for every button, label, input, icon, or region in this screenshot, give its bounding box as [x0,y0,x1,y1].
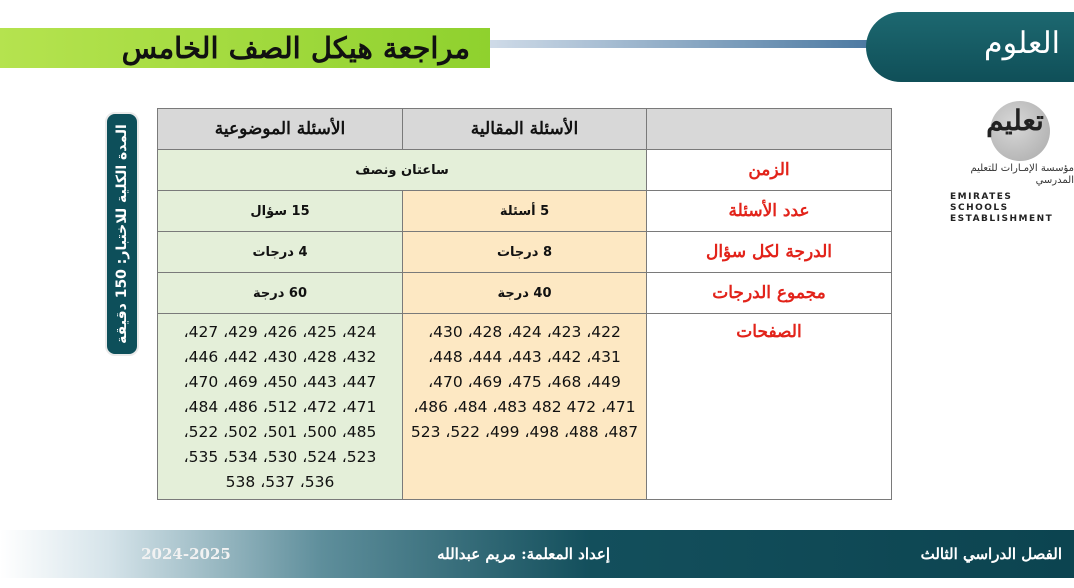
mark-per-question-objective: 4 درجات [158,232,403,273]
total-marks-essay: 40 درجة [403,273,647,314]
table-row-time [158,150,892,191]
total-marks-objective: 60 درجة [158,273,403,314]
footer-term: الفصل الدراسي الثالث [920,545,1062,563]
table-row [158,273,892,314]
subject-title: العلوم [984,26,1060,61]
header-essay: الأسئلة المقالية [403,109,647,150]
exam-duration-badge [105,112,139,356]
mark-per-question-label: الدرجة لكل سؤال [647,232,892,273]
time-label: الزمن [647,150,892,191]
table-header-row [158,109,892,150]
pages-label: الصفحات [647,314,892,500]
logo-english-name [950,192,1074,225]
total-marks-label: مجموع الدرجات [647,273,892,314]
header-objective: الأسئلة الموضوعية [158,109,403,150]
time-value: ساعتان ونصف [158,150,647,191]
logo-english-line2: ESTABLISHMENT [950,214,1054,224]
header-empty-cell [647,109,892,150]
pages-essay: 422، 423، 424، 428، 430، 431، 442، 443، 444، 448، 449، 468، 475، 469، 470، 471، 472 482 483، 484، 486، 487، 488، 498، 499، 522، 523 [403,314,647,500]
question-count-label: عدد الأسئلة [647,191,892,232]
page-title: مراجعة هيكل الصف الخامس [121,31,470,65]
footer-academic-year: 2024-2025 [141,545,231,563]
table-row [158,191,892,232]
logo-word: تعليم [986,104,1044,137]
question-count-objective: 15 سؤال [158,191,403,232]
table-row-pages [158,314,892,500]
pages-objective: 424، 425، 426، 429، 427، 432، 428، 430، 442، 446، 447، 443، 450، 469، 470، 471، 472، 512، 486، 484، 485، 500، 501، 502، 522، 523، 524، 530، 534، 535، 536، 537، 538 [158,314,403,500]
mark-per-question-essay: 8 درجات [403,232,647,273]
footer-teacher: إعداد المعلمة: مريم عبدالله [437,545,610,563]
table-row [158,232,892,273]
exam-structure-table [157,108,892,500]
question-count-essay: 5 أسئلة [403,191,647,232]
exam-duration-text: المدة الكلية للاختبار: 150 دقيقة [114,124,130,344]
logo-english-line1: EMIRATES SCHOOLS [950,192,1013,213]
logo-arabic-name: مؤسسة الإمـارات للتعليم المدرسي [970,163,1074,186]
header-divider-line [490,40,910,48]
